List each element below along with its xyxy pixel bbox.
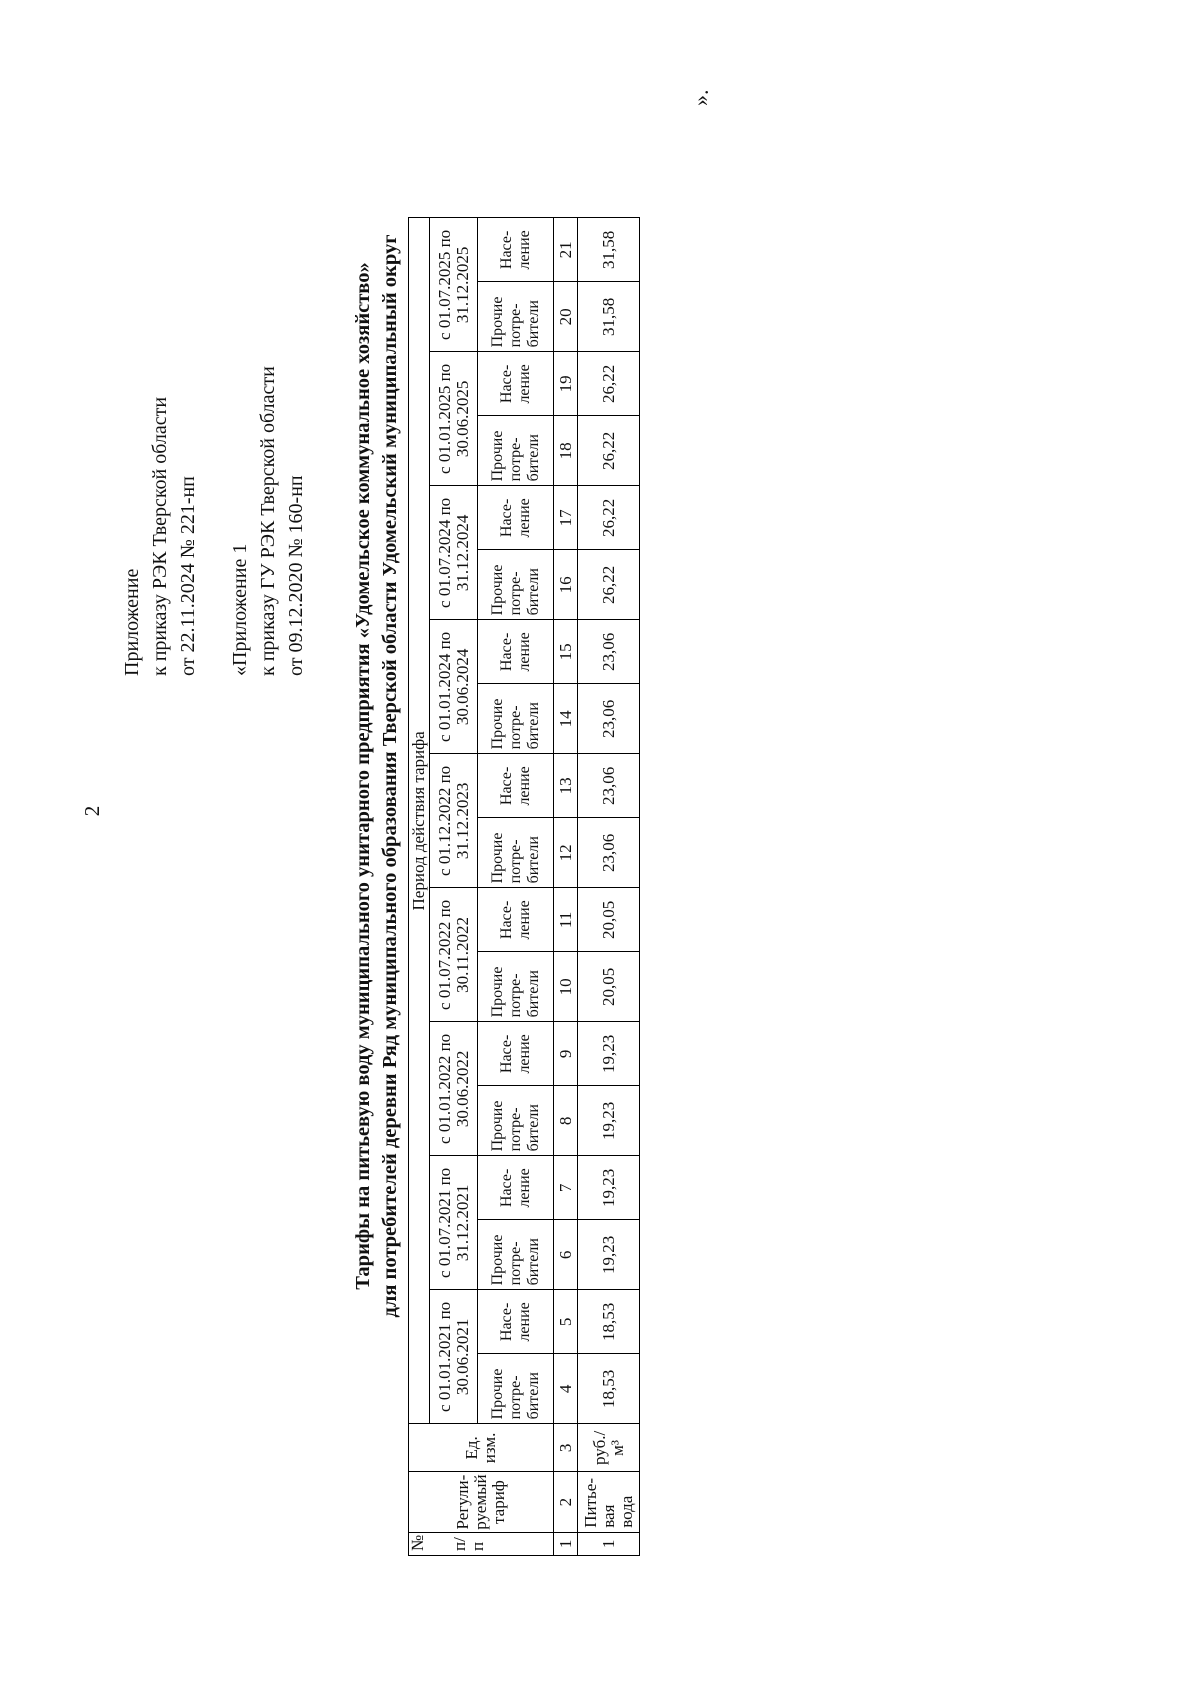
tariff-value: 26,22 xyxy=(578,550,640,620)
column-number: 15 xyxy=(554,620,578,684)
consumer-population-header: Насе-ление xyxy=(478,754,554,818)
consumer-other-header: Прочие потре-бители xyxy=(478,1086,554,1156)
table-row xyxy=(578,218,640,1556)
column-number: 12 xyxy=(554,818,578,888)
column-number: 11 xyxy=(554,888,578,952)
tariff-value: 23,06 xyxy=(578,684,640,754)
period-cell: с 01.07.2022 по 30.11.2022 xyxy=(430,888,478,1022)
tariff-value: 19,23 xyxy=(578,1220,640,1290)
tariff-table xyxy=(408,217,640,1556)
consumer-other-header: Прочие потре-бители xyxy=(478,416,554,486)
tariff-value: 31,58 xyxy=(578,218,640,282)
document-title xyxy=(350,0,404,1556)
column-number: 9 xyxy=(554,1022,578,1086)
header-cell-number: № п/ п xyxy=(409,1532,554,1555)
tariff-value: 18,53 xyxy=(578,1354,640,1424)
column-number: 13 xyxy=(554,754,578,818)
page-number: 2 xyxy=(80,805,104,817)
period-cell: с 01.12.2022 по 31.12.2023 xyxy=(430,754,478,888)
consumer-other-header: Прочие потре-бители xyxy=(478,1354,554,1424)
appendix-line: Приложение xyxy=(121,568,143,676)
tariff-value: 19,23 xyxy=(578,1022,640,1086)
consumer-other-header: Прочие потре-бители xyxy=(478,684,554,754)
tariff-value: 20,05 xyxy=(578,888,640,952)
column-number: 7 xyxy=(554,1156,578,1220)
appendix-block xyxy=(118,256,202,676)
consumer-population-header: Насе-ление xyxy=(478,620,554,684)
period-cell: с 01.01.2022 по 30.06.2022 xyxy=(430,1022,478,1156)
tariff-value: 23,06 xyxy=(578,818,640,888)
column-number: 3 xyxy=(554,1424,578,1472)
consumer-population-header: Насе-ление xyxy=(478,486,554,550)
consumer-population-header: Насе-ление xyxy=(478,888,554,952)
consumer-population-header: Насе-ление xyxy=(478,1156,554,1220)
period-cell: с 01.07.2025 по 31.12.2025 xyxy=(430,218,478,352)
tariff-value: 23,06 xyxy=(578,620,640,684)
column-number: 5 xyxy=(554,1290,578,1354)
period-cell: с 01.07.2021 по 31.12.2021 xyxy=(430,1156,478,1290)
column-number: 4 xyxy=(554,1354,578,1424)
column-number-row xyxy=(554,218,578,1556)
consumer-population-header: Насе-ление xyxy=(478,1022,554,1086)
header-cell-period: Период действия тарифа xyxy=(409,218,430,1424)
consumer-population-header: Насе-ление xyxy=(478,1290,554,1354)
column-number: 8 xyxy=(554,1086,578,1156)
tariff-value: 18,53 xyxy=(578,1290,640,1354)
column-number: 17 xyxy=(554,486,578,550)
appendix-line: к приказу ГУ РЭК Тверской области xyxy=(257,366,279,676)
row-number: 1 xyxy=(578,1532,640,1555)
tariff-value: 19,23 xyxy=(578,1156,640,1220)
period-cell: с 01.01.2024 по 30.06.2024 xyxy=(430,620,478,754)
column-number: 18 xyxy=(554,416,578,486)
tariff-value: 26,22 xyxy=(578,352,640,416)
column-number: 16 xyxy=(554,550,578,620)
header-cell-tariff: Регули-руемый тариф xyxy=(409,1472,554,1532)
tariff-value: 26,22 xyxy=(578,486,640,550)
tariff-value: 19,23 xyxy=(578,1086,640,1156)
appendix-line: к приказу РЭК Тверской области xyxy=(149,396,171,676)
row-unit: руб./ м³ xyxy=(578,1424,640,1472)
tariff-value: 20,05 xyxy=(578,952,640,1022)
closing-mark: ». xyxy=(688,89,713,106)
consumer-other-header: Прочие потре-бители xyxy=(478,550,554,620)
consumer-population-header: Насе-ление xyxy=(478,218,554,282)
title-line: Тарифы на питьевую воду муниципального унитарного предприятия «Удомельское коммунальное хозяйство» xyxy=(352,262,374,1290)
column-number: 2 xyxy=(554,1472,578,1532)
previous-appendix-block xyxy=(226,236,310,676)
row-tariff-name: Питье-вая вода xyxy=(578,1472,640,1532)
period-cell: с 01.07.2024 по 31.12.2024 xyxy=(430,486,478,620)
column-number: 1 xyxy=(554,1532,578,1555)
column-number: 10 xyxy=(554,952,578,1022)
tariff-value: 26,22 xyxy=(578,416,640,486)
appendix-line: от 09.12.2020 № 160-нп xyxy=(285,475,307,676)
period-cell: с 01.01.2025 по 30.06.2025 xyxy=(430,352,478,486)
column-number: 6 xyxy=(554,1220,578,1290)
appendix-line: от 22.11.2024 № 221-нп xyxy=(177,476,199,676)
column-number: 14 xyxy=(554,684,578,754)
tariff-value: 31,58 xyxy=(578,282,640,352)
appendix-line: «Приложение 1 xyxy=(229,543,251,676)
consumer-other-header: Прочие потре-бители xyxy=(478,952,554,1022)
header-cell-unit: Ед. изм. xyxy=(409,1424,554,1472)
period-cell: с 01.01.2021 по 30.06.2021 xyxy=(430,1290,478,1424)
consumer-population-header: Насе-ление xyxy=(478,352,554,416)
consumer-other-header: Прочие потре-бители xyxy=(478,818,554,888)
consumer-other-header: Прочие потре-бители xyxy=(478,282,554,352)
consumer-other-header: Прочие потре-бители xyxy=(478,1220,554,1290)
title-line: для потребителей деревни Ряд муниципального образования Тверской области Удомельский муниципальный округ xyxy=(379,234,401,1318)
column-number: 20 xyxy=(554,282,578,352)
column-number: 21 xyxy=(554,218,578,282)
tariff-value: 23,06 xyxy=(578,754,640,818)
column-number: 19 xyxy=(554,352,578,416)
